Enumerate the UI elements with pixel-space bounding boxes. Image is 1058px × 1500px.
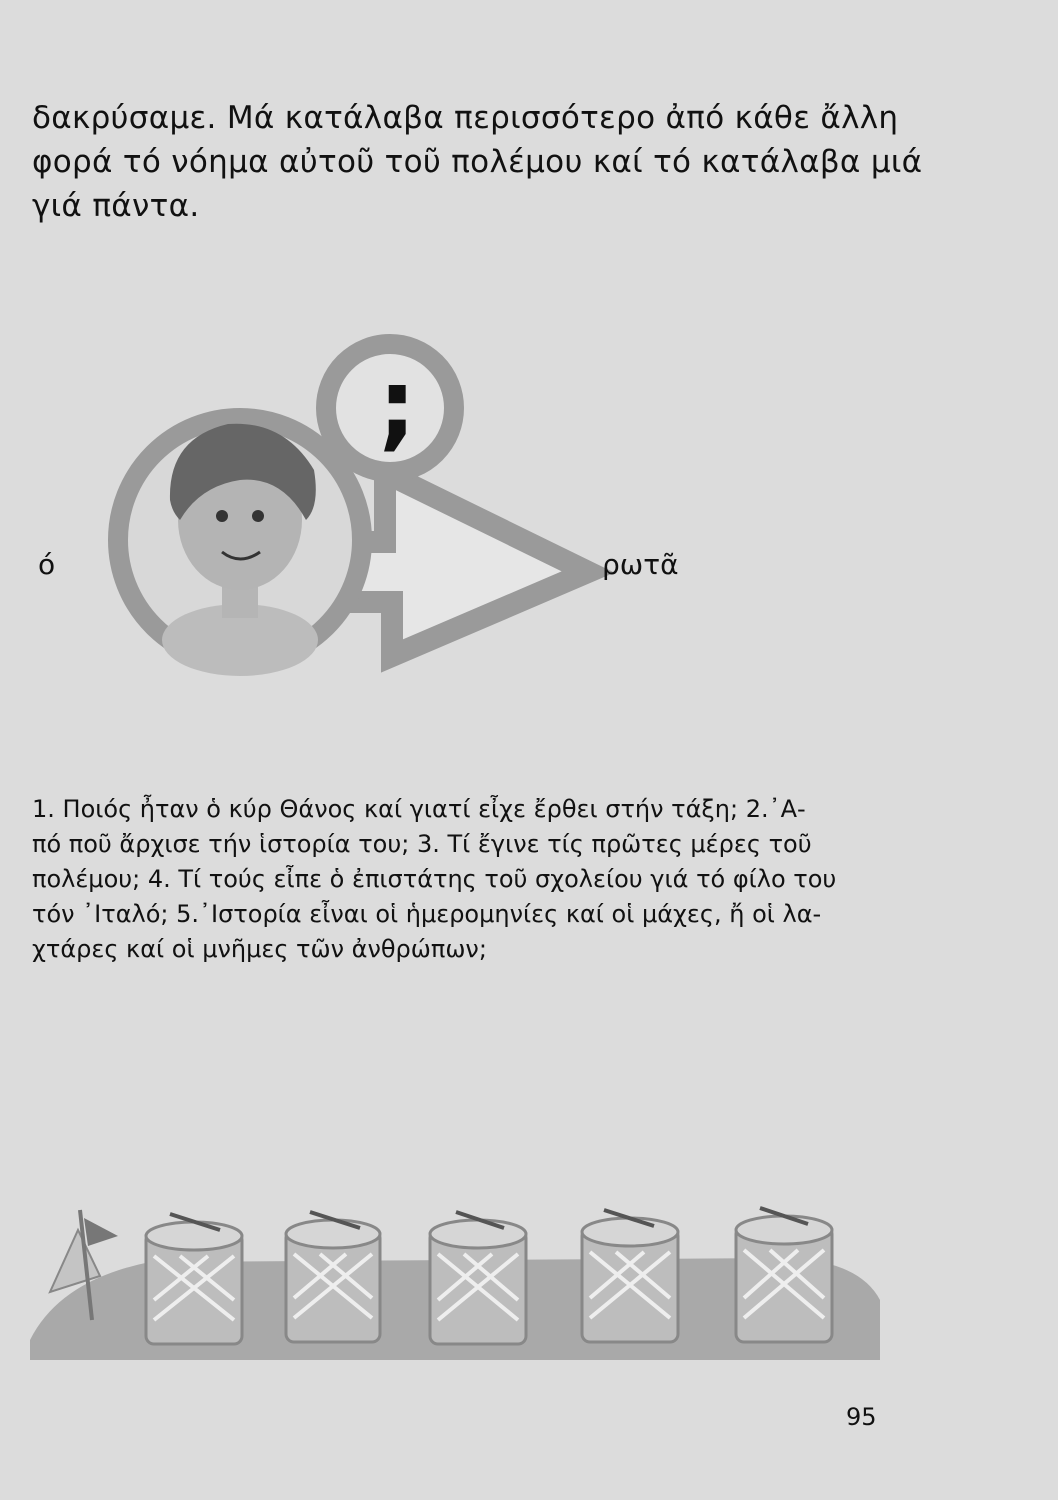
label-right: ρωτᾶ	[602, 548, 679, 581]
ask-illustration	[0, 320, 1058, 680]
question-line: χτάρες καί οἱ μνῆμες τῶν ἀνθρώπων;	[32, 935, 487, 963]
question-line: τόν ᾿Ιταλό; 5.᾿Ιστορία εἶναι οἱ ἡμερομηνίες καί οἱ μάχες, ἤ οἱ λα-	[32, 900, 822, 928]
label-left: ό	[38, 548, 56, 581]
intro-paragraph	[32, 96, 923, 228]
drum-icon	[146, 1222, 242, 1344]
drum-icon	[430, 1220, 526, 1344]
drum-icon	[286, 1220, 380, 1342]
intro-line: δακρύσαμε. Μά κατάλαβα περισσότερο ἀπό κάθε ἄλλη	[32, 100, 899, 136]
boy-portrait-icon	[118, 418, 362, 676]
question-bubble-icon	[326, 344, 454, 472]
arrow-icon	[350, 476, 588, 656]
intro-line: φορά τό νόημα αὐτοῦ τοῦ πολέμου καί τό κατάλαβα μιά	[32, 144, 923, 180]
drum-icon	[582, 1218, 678, 1342]
question-mark: ;	[378, 349, 417, 461]
intro-line: γιά πάντα.	[32, 188, 200, 224]
questions-paragraph	[32, 792, 877, 967]
question-line: πό ποῦ ἄρχισε τήν ἱστορία του; 3. Τί ἔγινε τίς πρῶτες μέρες τοῦ	[32, 830, 812, 858]
page-number: 95	[846, 1403, 877, 1431]
drums-decoration	[30, 1200, 880, 1365]
drum-icon	[736, 1216, 832, 1342]
question-line: 1. Ποιός ἦταν ὁ κύρ Θάνος καί γιατί εἶχε ἔρθει στήν τάξη; 2.᾿Α-	[32, 795, 806, 823]
question-line: πολέμου; 4. Τί τούς εἶπε ὁ ἐπιστάτης τοῦ σχολείου γιά τό φίλο του	[32, 865, 837, 893]
